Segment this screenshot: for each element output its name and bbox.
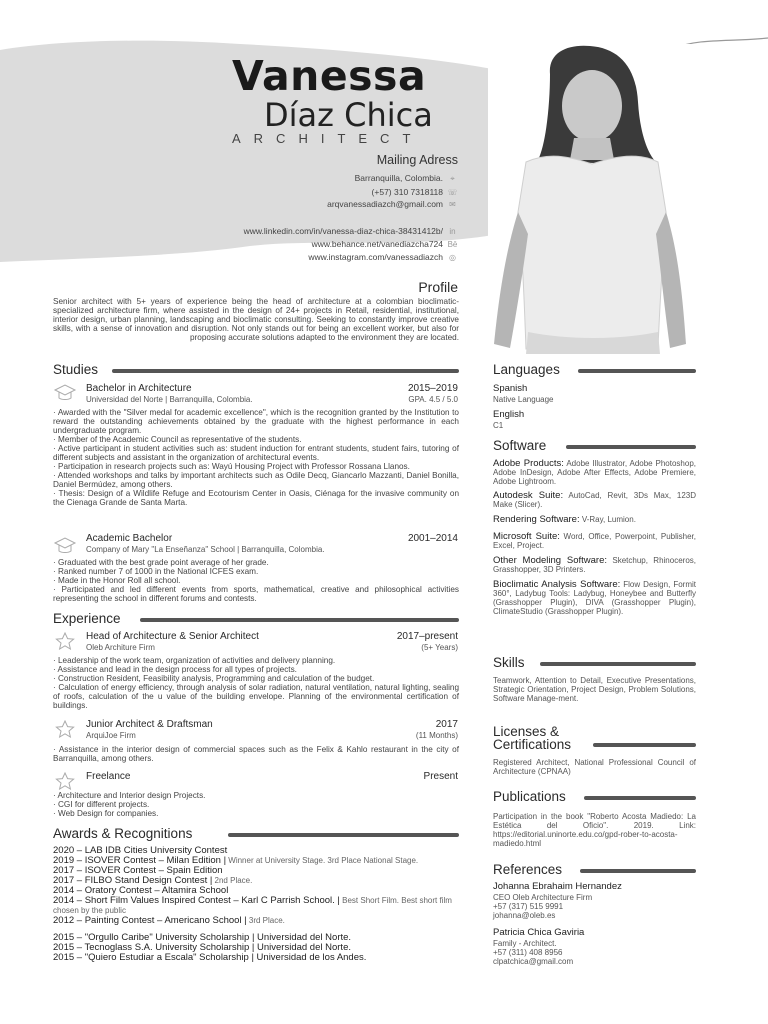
study-1-title: Bachelor in Architecture (86, 383, 192, 394)
skills-divider (540, 662, 696, 666)
studies-title: Studies (53, 362, 99, 377)
job-1-details: · Leadership of the work team, organization of activities and delivery planning. · Assistance and lead in the design process for all types of projects. · Construction Resident, Feasibility analysis, Programming and calculation of the budget. · Calculation of energy efficiency, through analysis of solar radiation, natural ventilation, natural lighting, sealing of roofs, calculation of the u value of the building envelope. Planning of the environmental certification of buildings. (53, 656, 459, 710)
software-item: Adobe Products: Adobe Illustrator, Adobe Photoshop, Adobe InDesign, Adobe After Effects, Adobe Premiere, Adobe Lightroom. (493, 458, 696, 486)
reference-role: CEO Oleb Architecture Firm (493, 893, 593, 902)
linkedin-icon: in (449, 227, 456, 236)
job-3-title: Freelance (86, 771, 131, 782)
address-text: Barranquilla, Colombia. (354, 173, 443, 183)
software-item: Other Modeling Software: Sketchup, Rhinoceros, Grasshopper, 3D Printers. (493, 555, 696, 574)
reference-email[interactable]: johanna@oleb.es (493, 911, 556, 920)
mailing-title: Mailing Adress (376, 153, 458, 167)
phone-row (372, 187, 458, 197)
location-pin-icon: ⌖ (450, 174, 455, 183)
publications-text[interactable]: Participation in the book "Roberto Acosta Madiedo: La Estética del Oficio". 2019. Link: https://editorial.uninorte.edu.co/gpd-rober-to-acosta-madiedo.html (493, 812, 696, 848)
language-2-level: C1 (493, 421, 504, 430)
mail-icon: ✉ (449, 200, 456, 209)
graduation-cap-icon (53, 384, 77, 402)
publications-title: Publications (493, 789, 566, 804)
job-3-date: Present (423, 771, 458, 782)
award-item: 2017 – ISOVER Contest – Spain Edition (53, 865, 223, 876)
software-title: Software (493, 438, 547, 453)
reference-name: Johanna Ebrahaim Hernandez (493, 881, 622, 892)
software-item: Autodesk Suite: AutoCad, Revit, 3Ds Max, 123D Make (Slicer). (493, 490, 696, 509)
graduation-cap-icon (53, 537, 77, 555)
software-item: Rendering Software: V-Ray, Lumion. (493, 514, 636, 525)
job-1-company: Oleb Architure Firm (86, 643, 155, 652)
behance-link[interactable]: www.behance.net/vanediazcha724 (311, 239, 443, 249)
licenses-title-line1: Licenses & (493, 724, 560, 739)
email-row[interactable] (327, 199, 458, 209)
job-2-title: Junior Architect & Draftsman (86, 719, 213, 730)
language-2-name: English (493, 409, 525, 420)
instagram-link[interactable]: www.instagram.com/vanessadiazch (308, 252, 443, 262)
awards-divider (228, 833, 459, 837)
phone-icon: ☏ (447, 188, 458, 197)
awards-title: Awards & Recognitions (53, 826, 193, 841)
reference-role: Family - Architect. (493, 939, 557, 948)
star-icon (55, 720, 75, 738)
study-1-gpa: GPA. 4.5 / 5.0 (408, 395, 458, 404)
studies-divider (112, 369, 459, 373)
software-divider (566, 445, 696, 449)
address-row (355, 173, 458, 184)
software-list (493, 459, 696, 616)
award-item: 2019 – ISOVER Contest – Milan Edition | Winner at University Stage. 3rd Place National Stage. (53, 855, 419, 866)
reference-1 (493, 881, 696, 920)
experience-divider (140, 618, 459, 622)
experience-title: Experience (53, 611, 121, 626)
job-2-duration: (11 Months) (415, 731, 458, 740)
job-2-details: · Assistance in the interior design of commercial spaces such as the Felix & Kahlo restaurant in the city of Barranquilla, among others. (53, 745, 459, 763)
job-2-company: ArquiJoe Firm (86, 731, 136, 740)
award-item: 2014 – Oratory Contest – Altamira School (53, 885, 229, 896)
award-item: 2017 – FILBO Stand Design Contest | 2nd Place. (53, 875, 253, 886)
phone-text: (+57) 310 7318118 (371, 187, 443, 197)
study-2-details: · Graduated with the best grade point average of her grade. · Ranked number 7 of 1000 in the National ICFES exam. · Made in the Honor Roll all school. · Participated and led different events from sports, mathematical, creative and philosophical activities representing the school in different forums and contests. (53, 558, 459, 603)
languages-title: Languages (493, 362, 560, 377)
job-1-date: 2017–present (396, 631, 458, 642)
job-1-duration: (5+ Years) (421, 643, 458, 652)
star-icon (55, 772, 75, 790)
first-name: Vanessa (232, 52, 427, 100)
profile-photo (488, 44, 693, 354)
reference-phone: +57 (311) 408 8956 (493, 948, 563, 957)
instagram-icon: ◎ (449, 253, 456, 262)
study-1-school: Universidad del Norte | Barranquilla, Colombia. (86, 395, 253, 404)
last-name: Díaz Chica (264, 96, 433, 134)
study-2-title: Academic Bachelor (86, 533, 173, 544)
reference-email[interactable]: clpatchica@gmail.com (493, 957, 574, 966)
job-title: ARCHITECT (232, 131, 424, 146)
study-1-details: · Awarded with the "Silver medal for academic excellence", which is the recognition granted by the Institution to reward the outstanding achievements obtained by the graduate with the highest performance in each undergraduate program. · Member of the Academic Council as representative of the students. · Active participant in student activities such as: student induction for entrant students, student fairs, tutoring of different subjects and assistant in the organization of architectural events. · Participation in research projects such as: Wayú Housing Project with Professor Rossana Llanos. · Attended workshops and talks by important architects such as Odile Decq, Giancarlo Mazzanti, Daniel Bonilla, Daniel Bermúdez, among others. · Thesis: Design of a Wildlife Refuge and Ecotourism Center in Oasis, Ciénaga for the invasive community on the Cienaga Grande de Santa Marta. (53, 408, 459, 507)
reference-phone: +57 (317) 515 9991 (493, 902, 564, 911)
reference-2 (493, 927, 696, 966)
study-2-school: Company of Mary "La Enseñanza" School | Barranquilla, Colombia. (86, 545, 325, 554)
job-3-details: · Architecture and Interior design Projects. · CGI for different projects. · Web Design for companies. (53, 791, 206, 818)
instagram-row[interactable] (308, 252, 458, 262)
languages-divider (578, 369, 696, 373)
job-2-date: 2017 (435, 719, 458, 730)
scholarship-item: 2015 – "Orgullo Caribe" University Scholarship | Universidad del Norte. (53, 932, 352, 943)
references-title: References (493, 862, 563, 877)
linkedin-row[interactable] (244, 226, 458, 236)
behance-icon: Bē (447, 240, 458, 249)
software-item: Microsoft Suite: Word, Office, Powerpoint, Publisher, Excel, Project. (493, 531, 696, 550)
software-item: Bioclimatic Analysis Software: Flow Design, Formit 360°, Ladybug Tools: Ladybug, Honeybee and Butterfly (Grasshopper Plugin), DIVA (Grasshopper Plugin), ClimateStudio (Grasshopper Plugin). (493, 579, 696, 616)
award-item: 2020 – LAB IDB Cities University Contest (53, 845, 228, 856)
star-icon (55, 632, 75, 650)
email-text[interactable]: arqvanessadiazch@gmail.com (327, 199, 443, 209)
scholarship-item: 2015 – Tecnoglass S.A. University Scholarship | Universidad del Norte. (53, 942, 351, 953)
language-1-level: Native Language (493, 395, 554, 404)
study-2-date: 2001–2014 (407, 533, 458, 544)
awards-list (53, 846, 459, 963)
scholarship-item: 2015 – "Quiero Estudiar a Escala" Scholarship | Universidad de los Andes. (53, 952, 367, 963)
skills-title: Skills (493, 655, 525, 670)
profile-title: Profile (418, 279, 458, 295)
study-1-date: 2015–2019 (407, 383, 458, 394)
reference-name: Patricia Chica Gaviria (493, 927, 585, 938)
licenses-title-line2: Certifications (493, 737, 572, 752)
award-item: 2012 – Painting Contest – Americano School | 3rd Place. (53, 915, 285, 926)
behance-row[interactable] (312, 239, 458, 249)
licenses-text: Registered Architect, National Professional Council of Architecture (CPNAA) (493, 758, 696, 776)
language-1-name: Spanish (493, 383, 528, 394)
skills-text: Teamwork, Attention to Detail, Executive Presentations, Strategic Orientation, Project Design, Problem Solutions, Software Manage-ment. (493, 676, 696, 703)
references-divider (580, 869, 696, 873)
award-item: 2014 – Short Film Values Inspired Contest – Karl C Parrish School. | Best Short Film. Best short film chosen by the public (53, 895, 452, 915)
linkedin-link[interactable]: www.linkedin.com/in/vanessa-diaz-chica-38431412b/ (243, 226, 443, 236)
publications-divider (584, 796, 696, 800)
job-1-title: Head of Architecture & Senior Architect (86, 631, 259, 642)
profile-text: Senior architect with 5+ years of experience being the head of architecture at a colombian bioclimatic-specialized architecture firm, where assisted in the design of 24+ projects in Retail, residential, institutional, interior design, urban planning, landscaping and bioclimatic consulting. Seeking to constantly improve creative skills, with a sense of innovation and disruption. Not only stands out for being an excellent worker, but also for proposing accurate solutions adapted to the environment they are located. (53, 297, 459, 342)
licenses-divider (593, 743, 696, 747)
